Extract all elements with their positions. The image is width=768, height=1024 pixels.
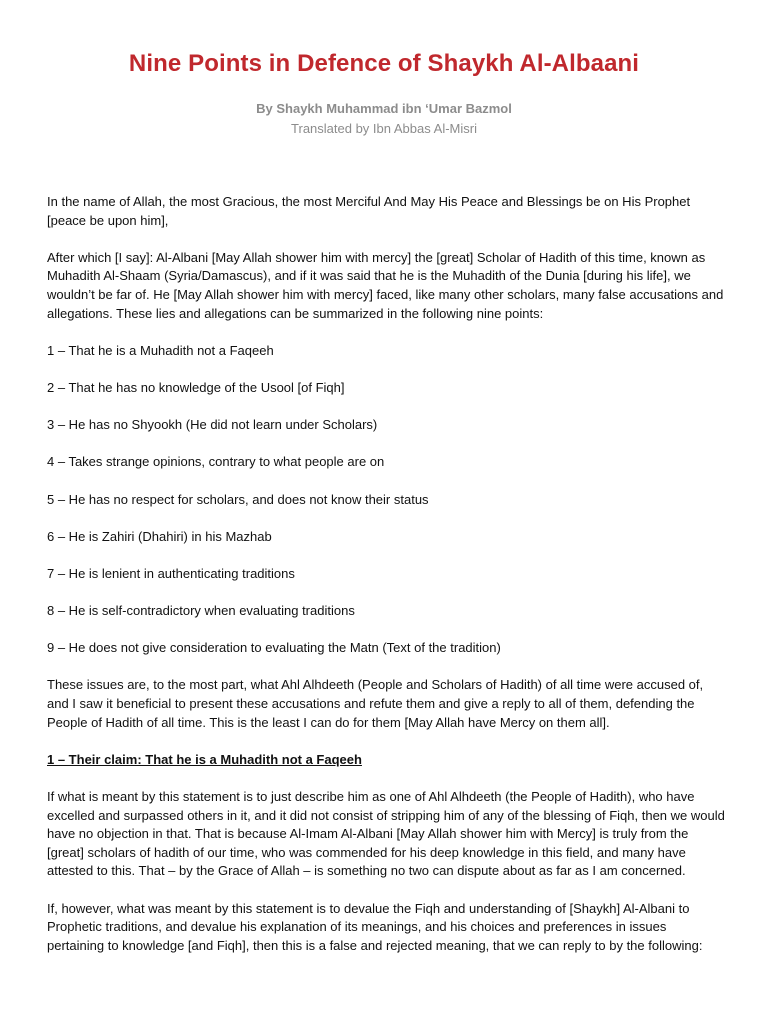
point-item: 8 – He is self-contradictory when evaluating traditions — [47, 603, 355, 619]
summary-paragraph: These issues are, to the most part, what Ahl Alhdeeth (People and Scholars of Hadith) of all time were accused of, and I saw it beneficial to present these accusations and refute them and give a reply to all of them, defending the People of Hadith of all time. This is the least I can do for them [May Allah have Mercy on them all]. — [47, 677, 704, 730]
point-item: 4 – Takes strange opinions, contrary to what people are on — [47, 454, 385, 470]
author-line: By Shaykh Muhammad ibn ‘Umar Bazmol — [256, 101, 512, 116]
section-heading: 1 – Their claim: That he is a Muhadith not a Faqeeh — [47, 751, 362, 767]
document-body — [47, 193, 727, 974]
point-item: 6 – He is Zahiri (Dhahiri) in his Mazhab — [47, 528, 272, 544]
point-item: 2 – That he has no knowledge of the Usool [of Fiqh] — [47, 379, 345, 395]
translator-line: Translated by Ibn Abbas Al-Misri — [291, 121, 477, 136]
intro-paragraph: In the name of Allah, the most Gracious, the most Merciful And May His Peace and Blessings be on His Prophet [peace be upon him], — [47, 194, 691, 228]
point-item: 1 – That he is a Muhadith not a Faqeeh — [47, 342, 274, 358]
section-paragraph: If what is meant by this statement is to just describe him as one of Ahl Alhdeeth (the People of Hadith), who have excelled and surpassed others in it, and it did not consist of stripping him of any of the blessing of Fiqh, then we would have no objection in that. That is because Al-Imam Al-Albani [May Allah shower him with Mercy] is truly from the [great] scholars of hadith of our time, who was commended for his deep knowledge in this field, and many have attested to this. That – by the Grace of Allah – is something no two can dispute about as far as I am concerned. — [47, 789, 725, 879]
point-item: 3 – He has no Shyookh (He did not learn under Scholars) — [47, 417, 378, 433]
section-paragraph: If, however, what was meant by this statement is to devalue the Fiqh and understanding of [Shaykh] Al-Albani to Prophetic traditions, and devalue his explanation of its meanings, and his choices and preferences in issues pertaining to knowledge [and Fiqh], then this is a false and rejected meaning, that we can reply to by the following: — [47, 900, 703, 953]
point-item: 7 – He is lenient in authenticating traditions — [47, 565, 295, 581]
point-item: 5 – He has no respect for scholars, and does not know their status — [47, 491, 429, 507]
point-item: 9 – He does not give consideration to evaluating the Matn (Text of the tradition) — [47, 640, 501, 656]
intro-paragraph: After which [I say]: Al-Albani [May Allah shower him with mercy] the [great] Scholar of Hadith of this time, known as Muhadith Al-Shaam (Syria/Damascus), and if it was said that he is the Muhadith of the Dunia [during his life], we wouldn’t be far of. He [May Allah shower him with mercy] faced, like many other scholars, many false accusations and allegations. These lies and allegations can be summarized in the following nine points: — [47, 249, 724, 321]
document-title: Nine Points in Defence of Shaykh Al-Albaani — [128, 50, 640, 77]
